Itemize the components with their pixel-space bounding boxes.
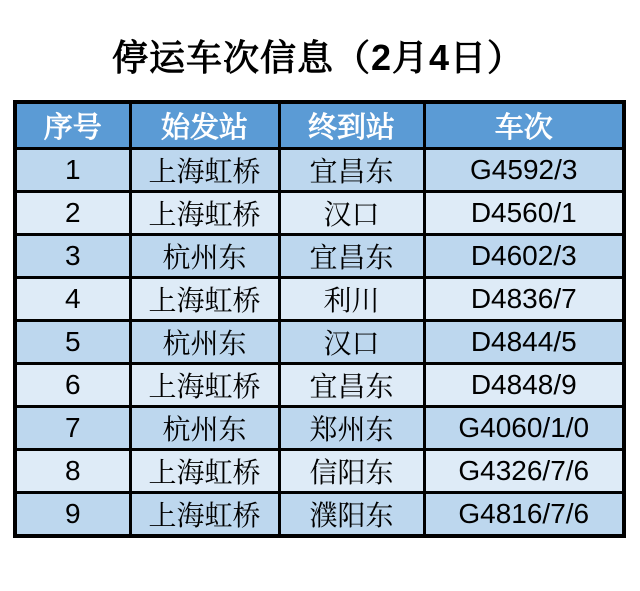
table-row [15,407,624,450]
train-number-cell: D4844/5 [424,321,624,364]
origin-station-cell: 杭州东 [130,321,279,364]
origin-station-cell: 杭州东 [130,407,279,450]
train-number-cell: D4836/7 [424,278,624,321]
train-number-cell: D4560/1 [424,192,624,235]
row-number-cell: 1 [15,149,130,192]
train-number-cell: D4848/9 [424,364,624,407]
table-row [15,450,624,493]
destination-station-cell: 汉口 [279,192,424,235]
origin-station-cell: 上海虹桥 [130,192,279,235]
table-header-row [15,102,624,149]
table-row [15,278,624,321]
row-number-cell: 9 [15,493,130,537]
destination-station-cell: 郑州东 [279,407,424,450]
origin-station-cell: 上海虹桥 [130,493,279,537]
train-number-cell: D4602/3 [424,235,624,278]
page-title: 停运车次信息（2月4日） [111,37,525,78]
row-number-cell: 4 [15,278,130,321]
destination-station-cell: 宜昌东 [279,149,424,192]
row-number-cell: 3 [15,235,130,278]
destination-station-cell: 宜昌东 [279,364,424,407]
column-header-origin-station: 始发站 [130,102,279,149]
table-row [15,364,624,407]
column-header-train-number: 车次 [424,102,624,149]
table-row [15,321,624,364]
destination-station-cell: 宜昌东 [279,235,424,278]
column-header-destination-station: 终到站 [279,102,424,149]
origin-station-cell: 杭州东 [130,235,279,278]
destination-station-cell: 信阳东 [279,450,424,493]
destination-station-cell: 汉口 [279,321,424,364]
destination-station-cell: 濮阳东 [279,493,424,537]
origin-station-cell: 上海虹桥 [130,278,279,321]
origin-station-cell: 上海虹桥 [130,364,279,407]
table-row [15,235,624,278]
train-number-cell: G4060/1/0 [424,407,624,450]
table-row [15,192,624,235]
row-number-cell: 6 [15,364,130,407]
column-header-row-number: 序号 [15,102,130,149]
row-number-cell: 2 [15,192,130,235]
train-number-cell: G4326/7/6 [424,450,624,493]
table-body [15,149,624,537]
origin-station-cell: 上海虹桥 [130,149,279,192]
suspended-trains-table [13,100,626,538]
origin-station-cell: 上海虹桥 [130,450,279,493]
row-number-cell: 5 [15,321,130,364]
train-number-cell: G4592/3 [424,149,624,192]
table-row [15,149,624,192]
row-number-cell: 7 [15,407,130,450]
table-row [15,493,624,537]
row-number-cell: 8 [15,450,130,493]
train-number-cell: G4816/7/6 [424,493,624,537]
destination-station-cell: 利川 [279,278,424,321]
